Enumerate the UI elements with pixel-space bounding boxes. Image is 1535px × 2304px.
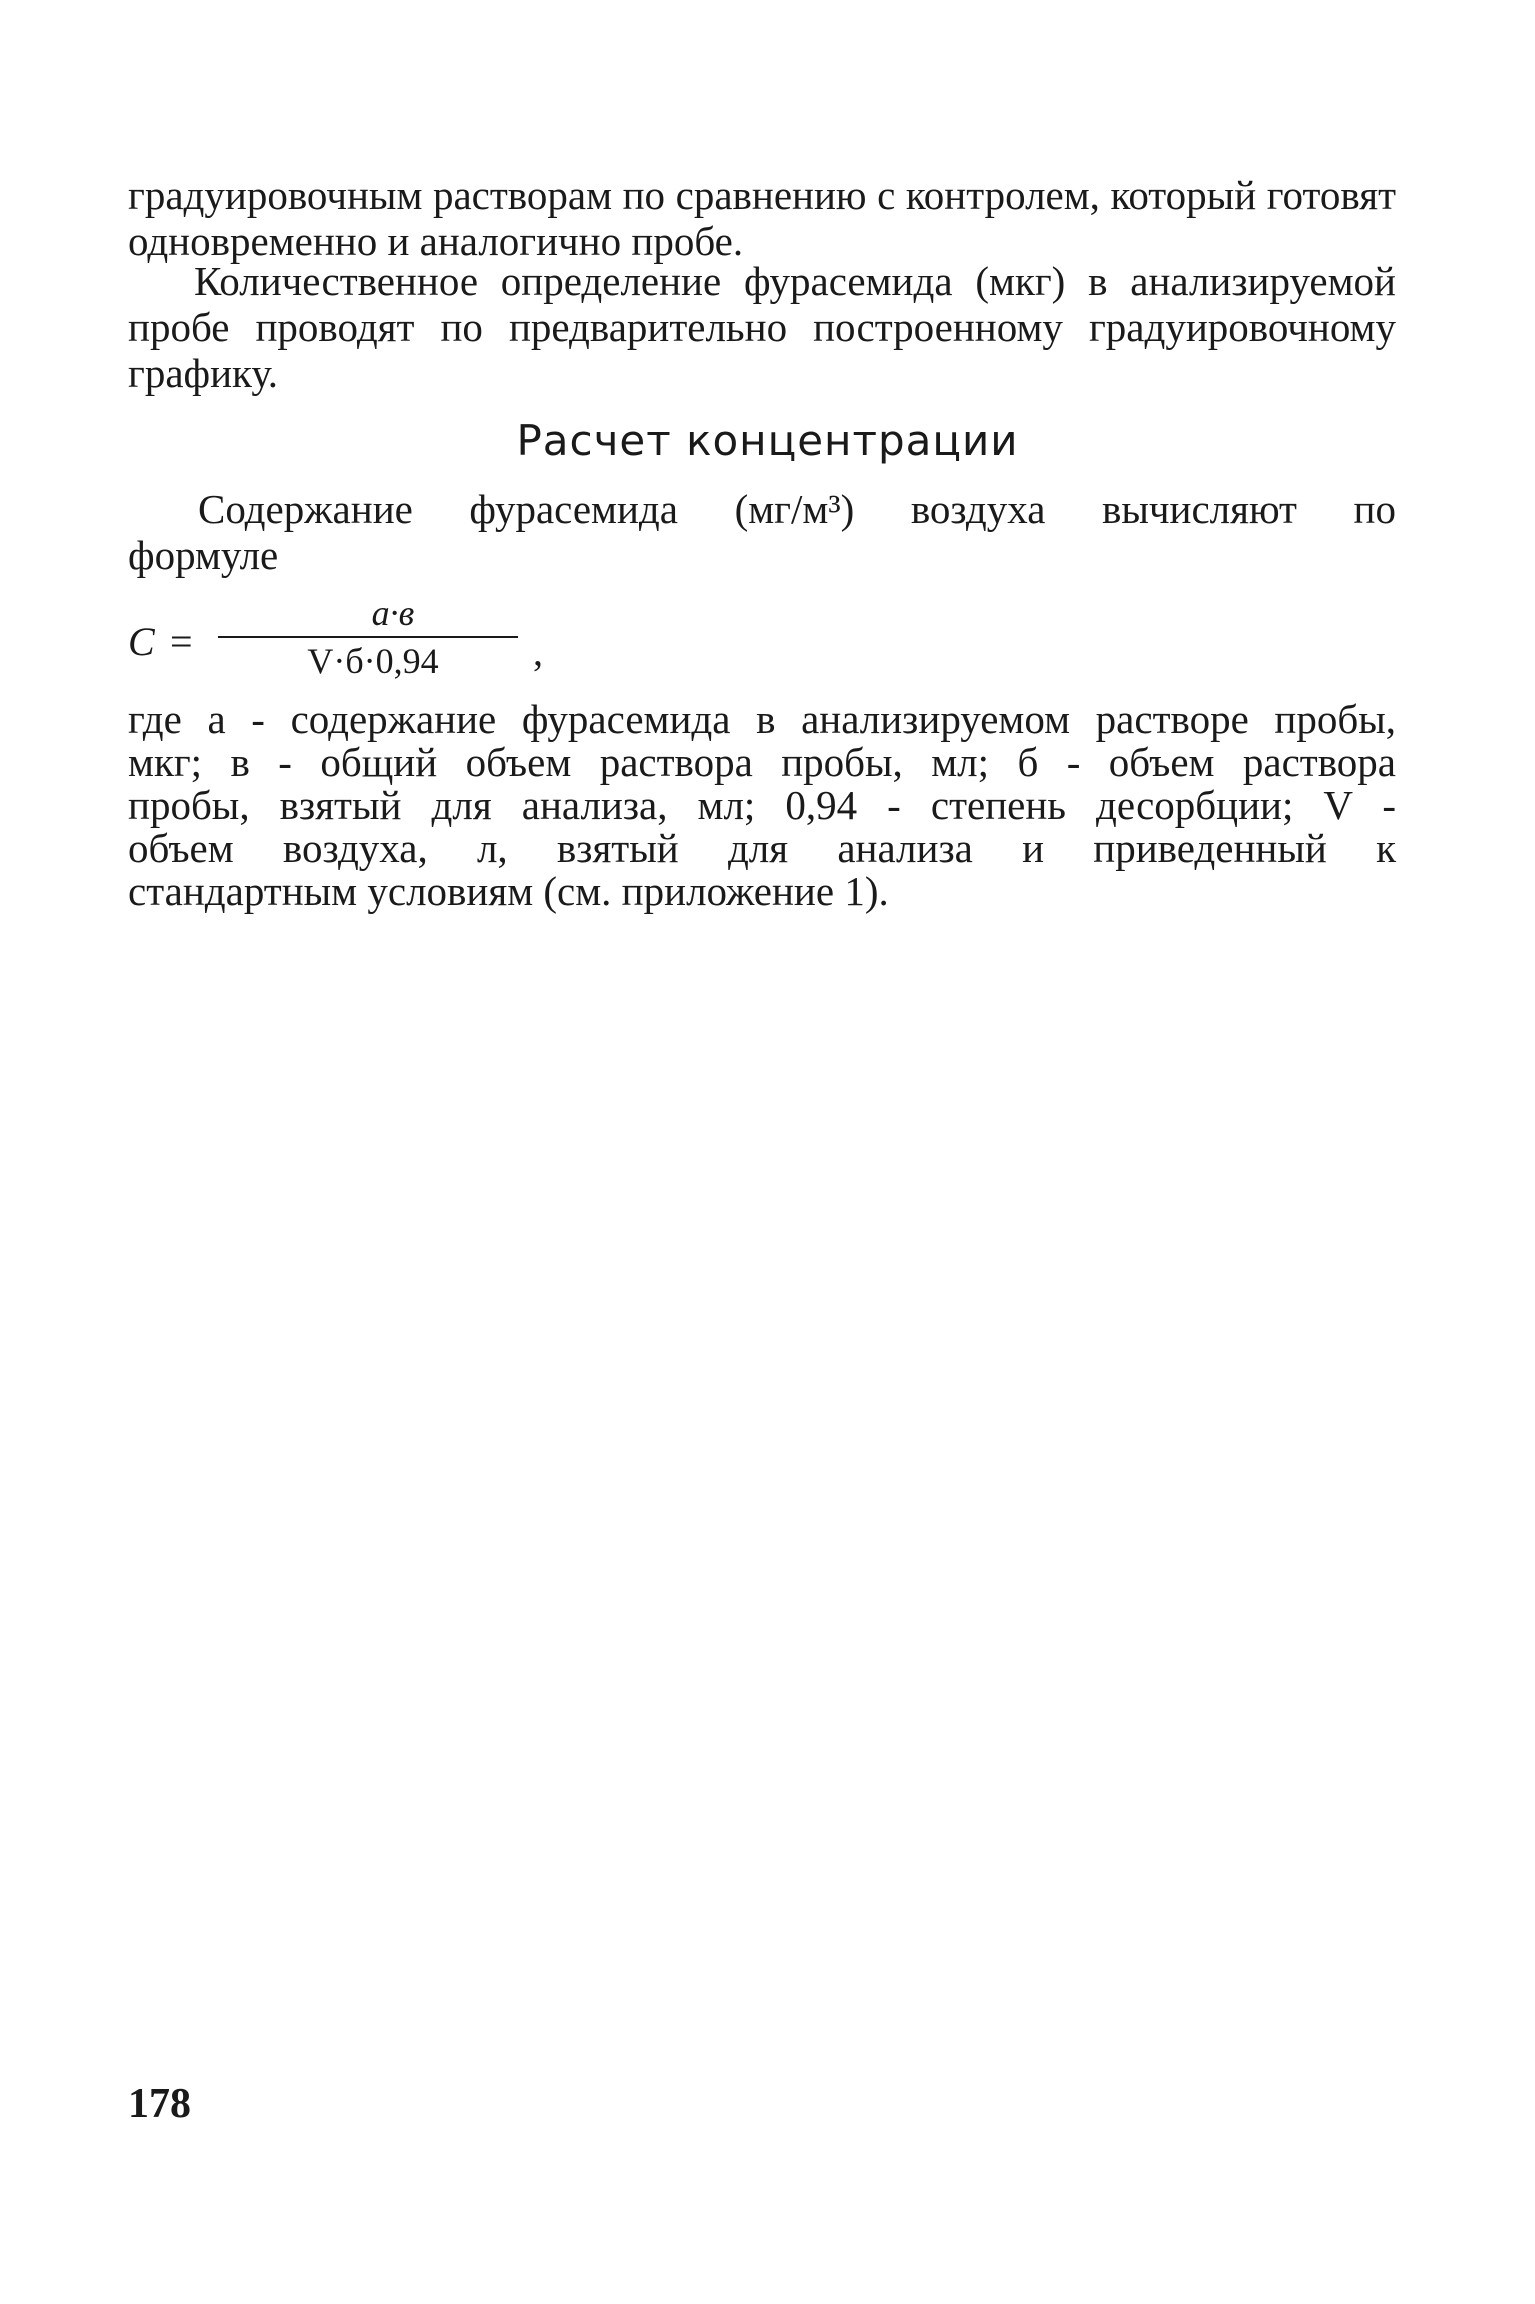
paragraph-3-line-1 [128, 486, 1396, 532]
paragraph-4-line: пробы, взятый для анализа, мл; 0,94 - степень десорбции; V - [128, 782, 1396, 828]
formula-equals: = [170, 619, 193, 664]
formula-comma: , [533, 629, 543, 674]
paragraph-1: градуировочным растворам по сравнению с контролем, который готовят одновременно и аналогично пробе. [128, 172, 1396, 264]
paragraph-4-line: объем воздуха, л, взятый для анализа и приведенный к [128, 825, 1396, 871]
paragraph-3-line-2: формуле [128, 532, 279, 578]
paragraph-4-line: мкг; в - общий объем раствора пробы, мл; б - объем раствора [128, 739, 1396, 785]
paragraph-4-line: стандартным условиям (см. приложение 1). [128, 868, 889, 914]
paragraph-2: Количественное определение фурасемида (мкг) в анализируемой пробе проводят по предварительно построенному градуировочному графику. [128, 258, 1396, 396]
formula-denominator: V·б·0,94 [307, 641, 439, 681]
paragraph-4 [128, 698, 1396, 913]
section-heading: Расчет концентрации [516, 416, 1019, 465]
fraction-bar [218, 636, 518, 638]
paragraph-4-line: где a - содержание фурасемида в анализируемом растворе пробы, [128, 696, 1396, 742]
concentration-formula [128, 593, 543, 690]
page-number: 178 [128, 2081, 191, 2127]
formula-numerator: a·в [371, 593, 415, 633]
formula-lhs: C [128, 619, 155, 664]
paragraph-3-text: Содержание фурасемида (мг/м³) воздуха вычисляют по [198, 486, 1396, 532]
